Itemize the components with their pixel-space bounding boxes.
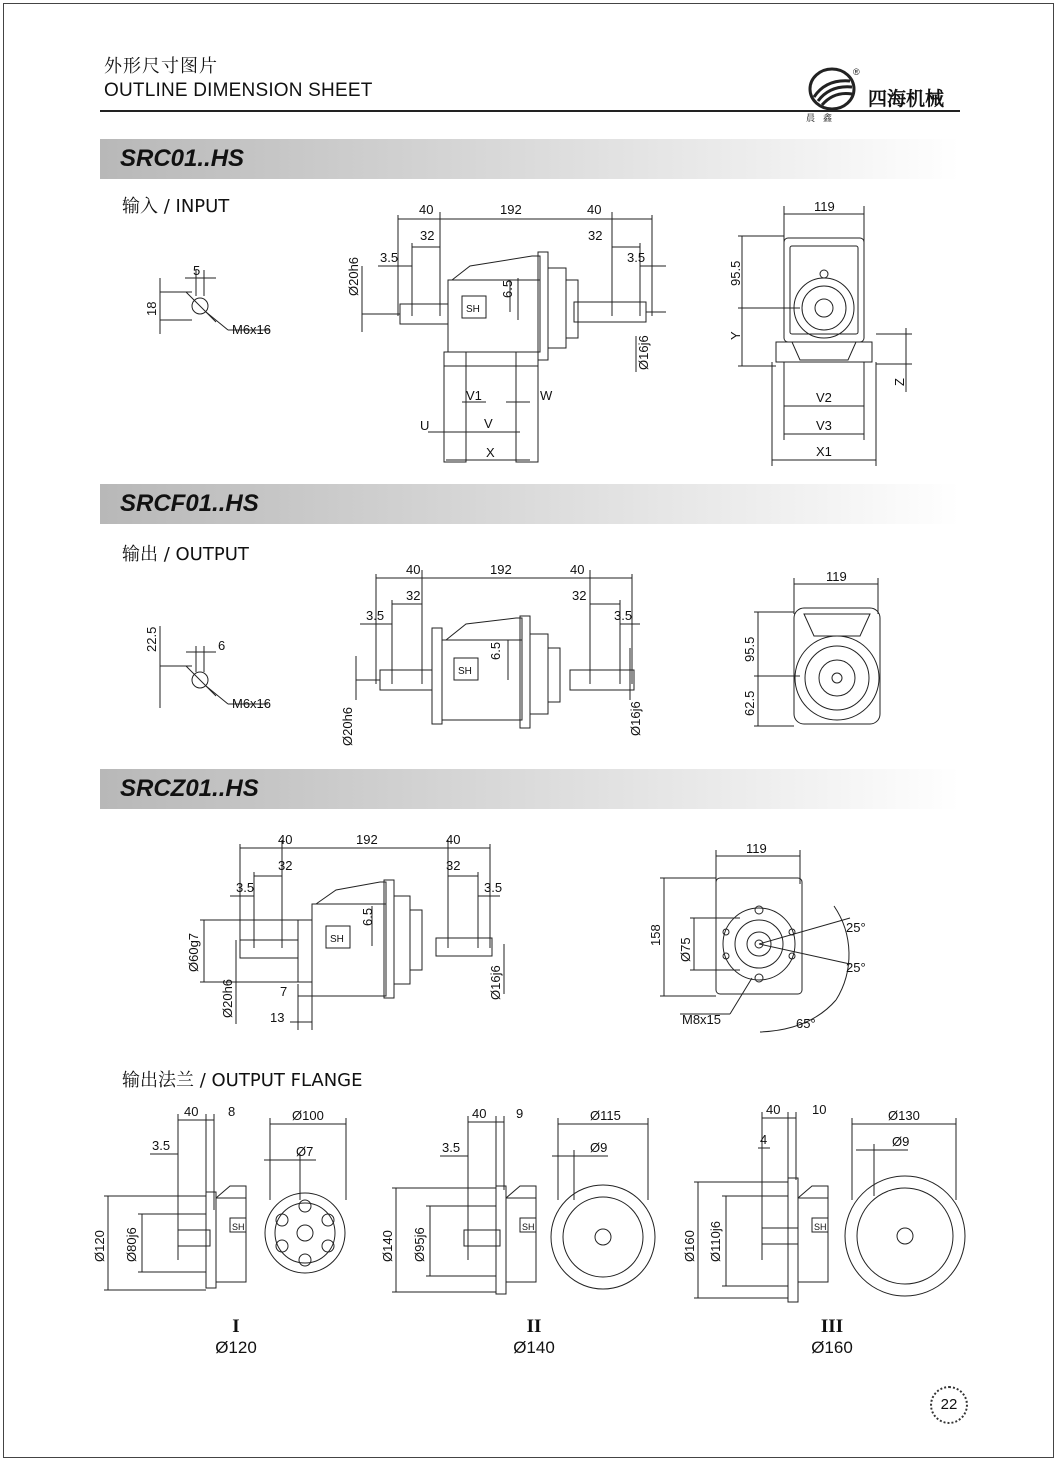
dim-text: 192 bbox=[356, 832, 378, 847]
sh-badge-text: SH bbox=[330, 934, 344, 945]
header-title-cn: 外形尺寸图片 bbox=[104, 56, 218, 77]
sh-badge-text: SH bbox=[458, 666, 472, 677]
dim-text: Ø16j6 bbox=[636, 335, 651, 370]
end-view-2 bbox=[754, 578, 880, 726]
sh-badge-text: SH bbox=[522, 1222, 535, 1232]
dim-text: 6.5 bbox=[500, 279, 515, 298]
logo-subtitle: 晨鑫 bbox=[806, 114, 841, 124]
dim-text: Ø20h6 bbox=[346, 256, 361, 296]
dim-text: 8 bbox=[228, 1104, 236, 1119]
dim-text: X bbox=[486, 445, 495, 460]
dim-text: 3.5 bbox=[236, 880, 255, 895]
dim-text: Ø95j6 bbox=[412, 1227, 427, 1262]
dim-text: 6 bbox=[218, 638, 226, 653]
dim-text: Ø20h6 bbox=[340, 706, 355, 746]
dim-text: 3.5 bbox=[152, 1138, 171, 1153]
dim-text: 18 bbox=[144, 301, 159, 316]
flange-diameter: Ø120 bbox=[215, 1338, 257, 1357]
flange-diameter: Ø140 bbox=[513, 1338, 555, 1357]
dim-text: V bbox=[484, 416, 493, 431]
flange-roman: II bbox=[526, 1316, 542, 1337]
dim-text: 40 bbox=[419, 202, 434, 217]
flange-caption-1 bbox=[176, 1316, 296, 1358]
dim-text: Ø60g7 bbox=[186, 932, 201, 972]
dim-text: 25° bbox=[846, 920, 866, 935]
dim-text: Ø110j6 bbox=[708, 1221, 723, 1262]
dim-text: 7 bbox=[280, 984, 288, 999]
dim-text: Ø115 bbox=[590, 1108, 621, 1123]
dim-text: Ø80j6 bbox=[124, 1227, 139, 1262]
dim-text: Ø9 bbox=[892, 1134, 910, 1149]
dim-text: Ø140 bbox=[380, 1230, 395, 1262]
dim-text: 3.5 bbox=[614, 608, 633, 623]
dim-text: Ø120 bbox=[92, 1230, 107, 1262]
flange-roman: III bbox=[820, 1316, 844, 1337]
brand-name: 四海机械 bbox=[868, 88, 945, 110]
dim-text: 3.5 bbox=[627, 250, 646, 265]
flange-2 bbox=[392, 1116, 655, 1294]
dim-text: 40 bbox=[446, 832, 461, 847]
dim-text: W bbox=[540, 388, 553, 403]
dim-text: 40 bbox=[184, 1104, 199, 1119]
dim-text: Ø7 bbox=[296, 1144, 314, 1159]
label-output: 输出 / OUTPUT bbox=[122, 544, 249, 565]
dim-text: U bbox=[420, 418, 430, 433]
flange-roman: I bbox=[232, 1316, 240, 1337]
flange-caption-3 bbox=[772, 1316, 892, 1358]
label-input: 输入 / INPUT bbox=[122, 196, 230, 217]
dim-text: 32 bbox=[446, 858, 461, 873]
dim-text: 192 bbox=[500, 202, 522, 217]
dim-text: 3.5 bbox=[366, 608, 385, 623]
dim-text: Ø16j6 bbox=[628, 701, 643, 736]
sh-badge-text: SH bbox=[466, 304, 480, 315]
dim-text: M8x15 bbox=[682, 1012, 722, 1027]
dim-text: Y bbox=[728, 331, 743, 340]
dim-text: 192 bbox=[490, 562, 512, 577]
dim-text: 62.5 bbox=[742, 690, 757, 716]
dim-text: M6x16 bbox=[232, 696, 272, 711]
dim-text: Ø100 bbox=[292, 1108, 324, 1123]
dim-text: 10 bbox=[812, 1102, 827, 1117]
dim-text: 3.5 bbox=[484, 880, 503, 895]
section-title: SRCZ01..HS bbox=[120, 775, 259, 802]
dim-text: 119 bbox=[746, 841, 767, 856]
dim-text: Ø20h6 bbox=[220, 978, 235, 1018]
dim-text: 32 bbox=[278, 858, 293, 873]
dim-text: V2 bbox=[816, 390, 832, 405]
dim-text: 32 bbox=[588, 228, 603, 243]
dim-text: 40 bbox=[587, 202, 602, 217]
sh-badge-text: SH bbox=[232, 1222, 245, 1232]
registered-mark: ® bbox=[853, 67, 860, 77]
section-title: SRCF01..HS bbox=[120, 490, 259, 517]
dim-text: Ø75 bbox=[678, 937, 693, 962]
dim-text: X1 bbox=[816, 444, 832, 459]
dim-text: 40 bbox=[766, 1102, 781, 1117]
dim-text: 95.5 bbox=[742, 636, 757, 662]
dim-text: 95.5 bbox=[728, 260, 743, 286]
dim-text: 119 bbox=[826, 569, 847, 584]
dim-text: 3.5 bbox=[442, 1140, 461, 1155]
dim-text: 25° bbox=[846, 960, 866, 975]
dim-text: Z bbox=[892, 378, 907, 386]
flange-caption-2 bbox=[474, 1316, 594, 1358]
dim-text: 9 bbox=[516, 1106, 524, 1121]
header-title-en: OUTLINE DIMENSION SHEET bbox=[104, 80, 373, 101]
dim-text: 40 bbox=[406, 562, 421, 577]
side-view-1 bbox=[362, 212, 666, 462]
flange-diameter: Ø160 bbox=[811, 1338, 853, 1357]
dim-text: Ø16j6 bbox=[488, 965, 503, 1000]
dim-text: 5 bbox=[193, 263, 201, 278]
flange-1 bbox=[104, 1114, 346, 1290]
dim-text: 22.5 bbox=[144, 626, 159, 652]
dim-text: 40 bbox=[278, 832, 293, 847]
dim-text: 119 bbox=[814, 199, 835, 214]
dim-text: Ø130 bbox=[888, 1108, 920, 1123]
dim-text: V1 bbox=[466, 388, 482, 403]
dim-text: M6x16 bbox=[232, 322, 272, 337]
dim-text: 40 bbox=[472, 1106, 487, 1121]
dim-text: 40 bbox=[570, 562, 585, 577]
dim-text: 6.5 bbox=[360, 907, 375, 926]
dim-text: V3 bbox=[816, 418, 832, 433]
page-number: 22 bbox=[930, 1386, 968, 1424]
dim-text: 32 bbox=[572, 588, 587, 603]
flange-3 bbox=[694, 1112, 965, 1302]
sh-badge-text: SH bbox=[814, 1222, 827, 1232]
dim-text: 6.5 bbox=[488, 641, 503, 660]
dim-text: 3.5 bbox=[380, 250, 399, 265]
dim-text: Ø160 bbox=[682, 1230, 697, 1262]
dim-text: 13 bbox=[270, 1010, 285, 1025]
label-output-flange: 输出法兰 / OUTPUT FLANGE bbox=[122, 1070, 363, 1091]
dim-text: 65° bbox=[796, 1016, 816, 1031]
dim-text: Ø9 bbox=[590, 1140, 608, 1155]
section-title: SRC01..HS bbox=[120, 145, 245, 172]
dim-text: 4 bbox=[760, 1132, 768, 1147]
dim-text: 158 bbox=[648, 924, 663, 946]
dim-text: 32 bbox=[420, 228, 435, 243]
dim-text: 32 bbox=[406, 588, 421, 603]
